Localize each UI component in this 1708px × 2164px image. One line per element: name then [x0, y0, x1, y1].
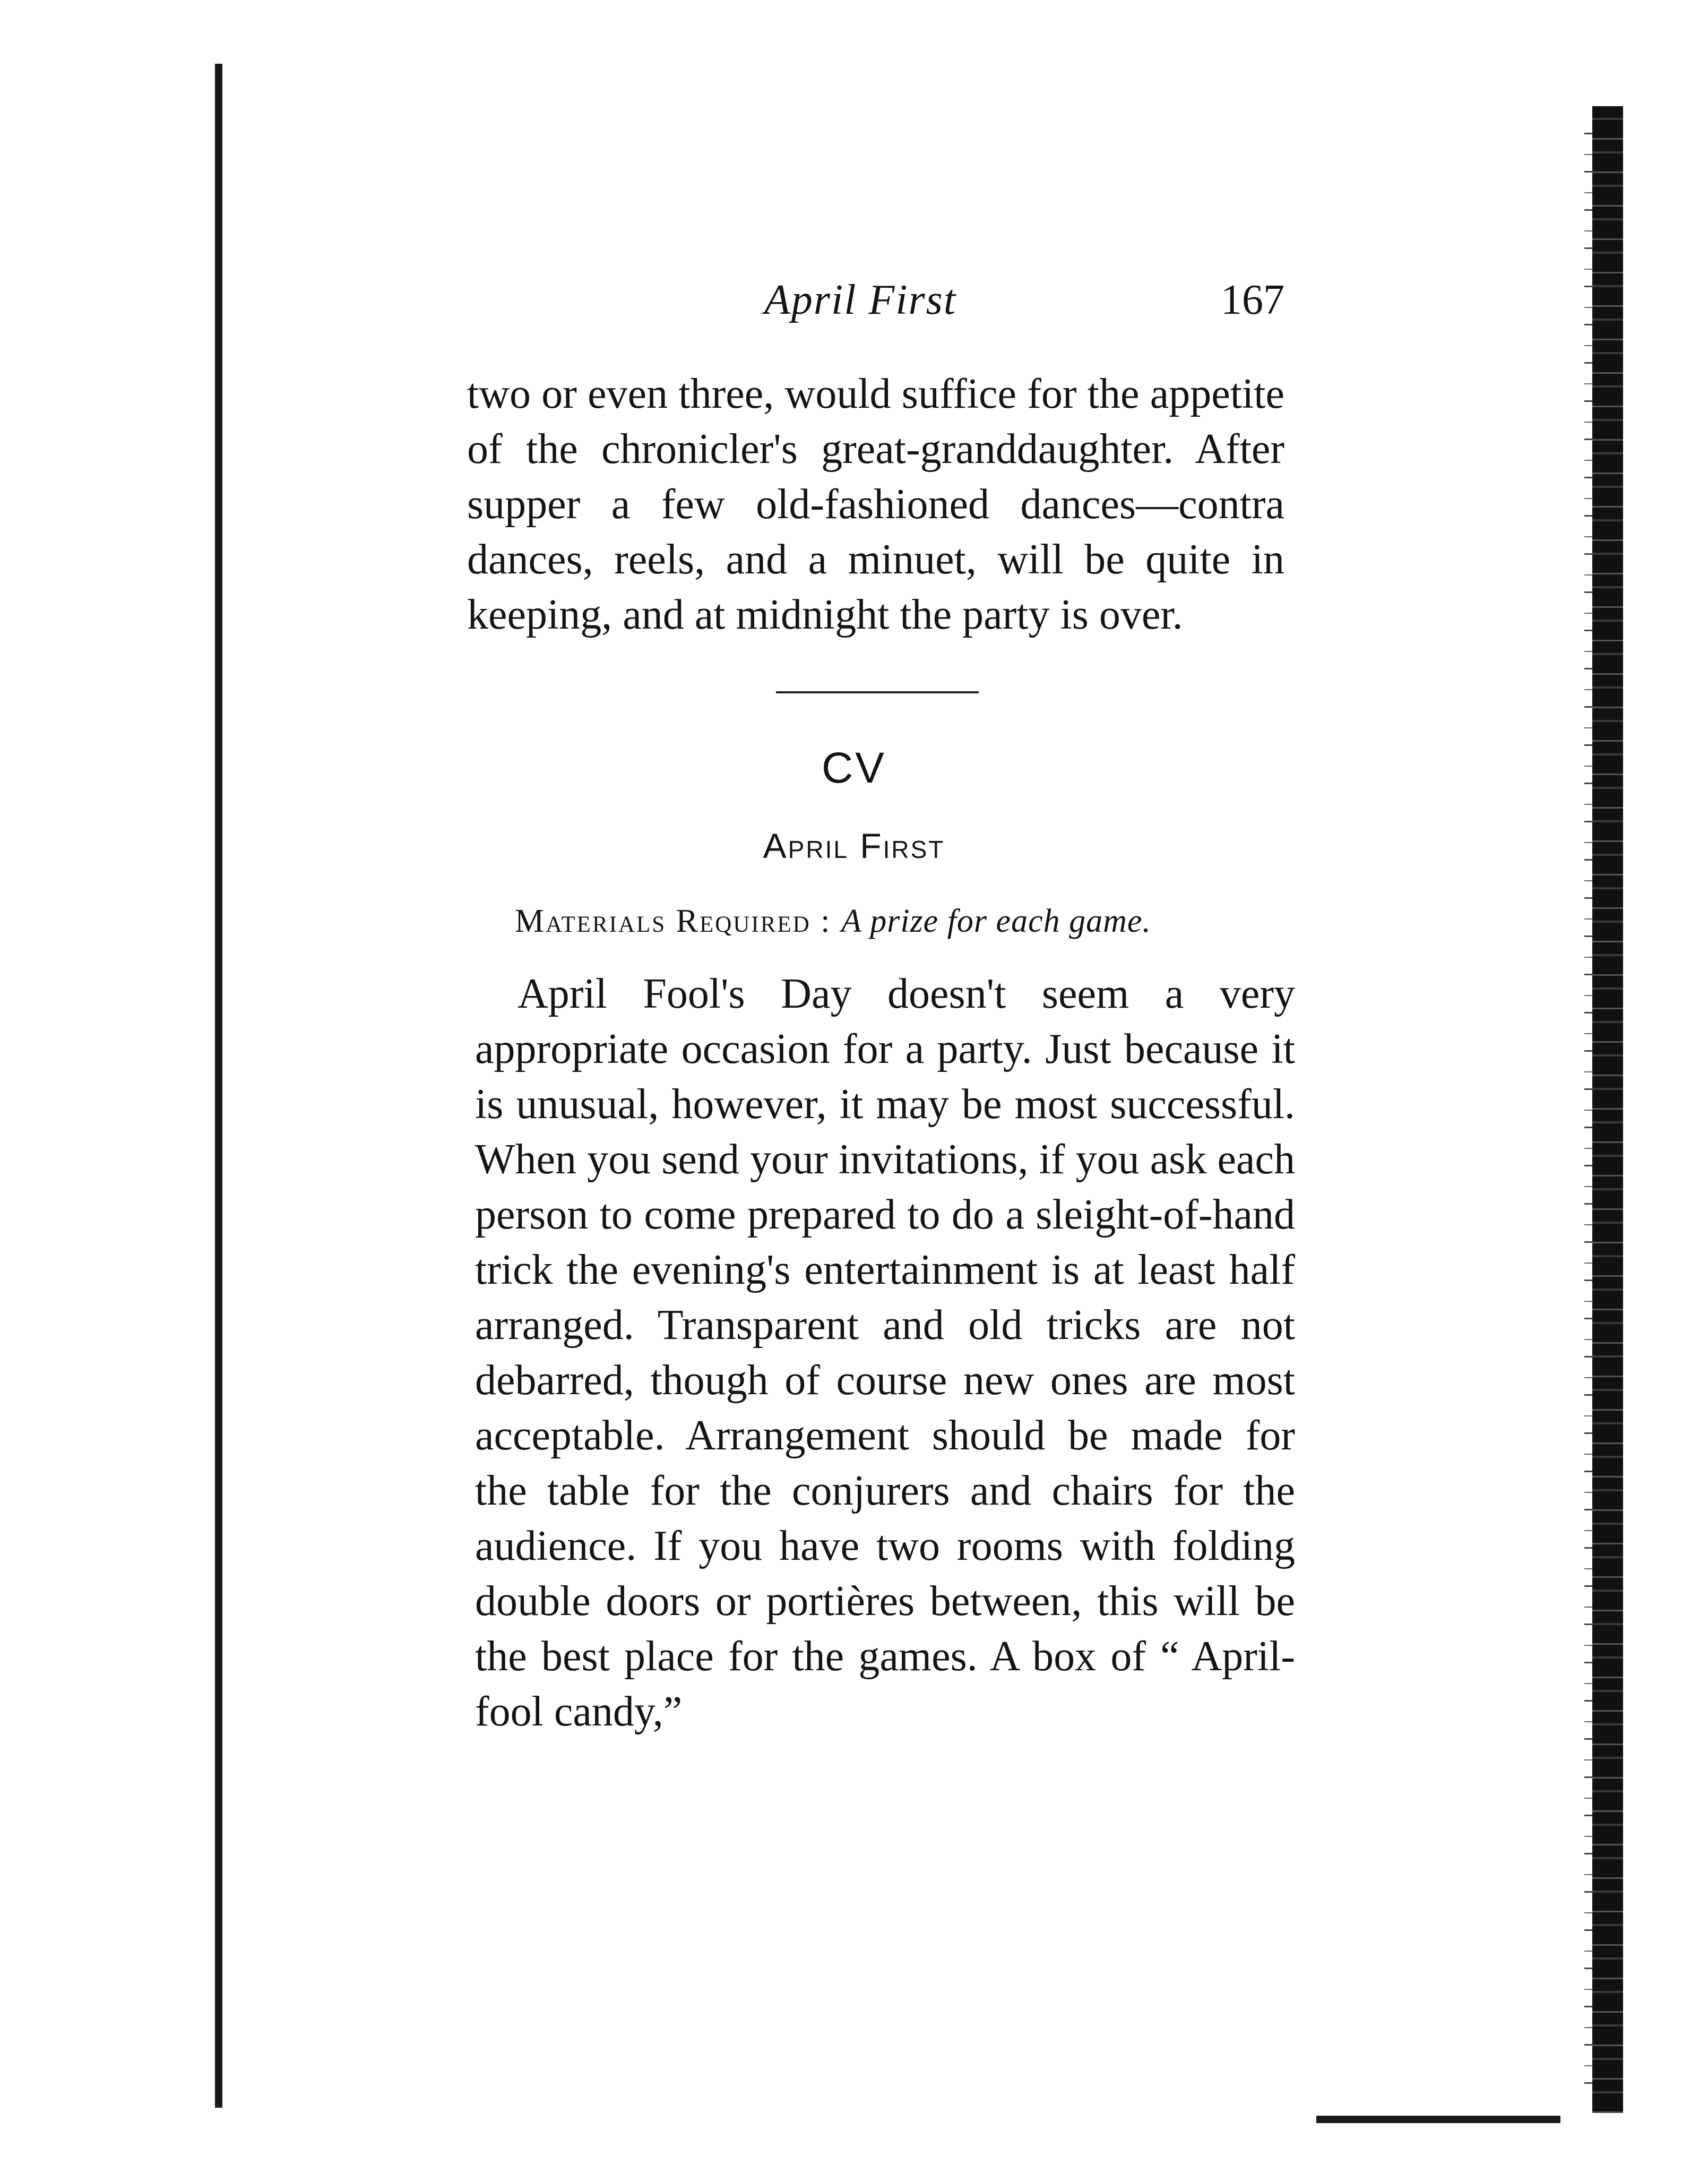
section-divider [776, 691, 979, 693]
page-edge-shadow-left [215, 64, 222, 2108]
page-edge-shadow-bottom [1316, 2116, 1560, 2123]
body-paragraph: April Fool's Day doesn't seem a very appropriate occasion for a party. Just because it is unusual, however, it may be most successful. When you send your invitations, if you ask each person to come prepared to do a sleight-of-hand trick the evening's entertainment is at least half arranged. Transparent and old tricks are not debarred, though of course new ones are most acceptable. Arrangement should be made for the table for the conjurers and chairs for the audience. If you have two rooms with folding double doors or portières between, this will be the best place for the games. A box of “ April-fool candy,” [475, 971, 1295, 1735]
section-number: CV [822, 744, 886, 792]
running-head [467, 276, 1284, 334]
materials-value: A prize for each game. [841, 903, 1151, 939]
materials-label: Materials Required : [515, 903, 832, 939]
body-paragraph-continued: two or even three, would suffice for the appetite of the chronicler's great-granddaughter. After supper a few old-fashioned dances—contra dances, reels, and a minuet, will be quite in keeping, and at midnight the party is over. [467, 371, 1284, 638]
page-number: 167 [1221, 277, 1284, 323]
materials-required [515, 903, 1151, 940]
page-edge-shadow-right [1592, 106, 1623, 2113]
section-title: April First [763, 826, 945, 865]
running-title: April First [764, 277, 957, 323]
